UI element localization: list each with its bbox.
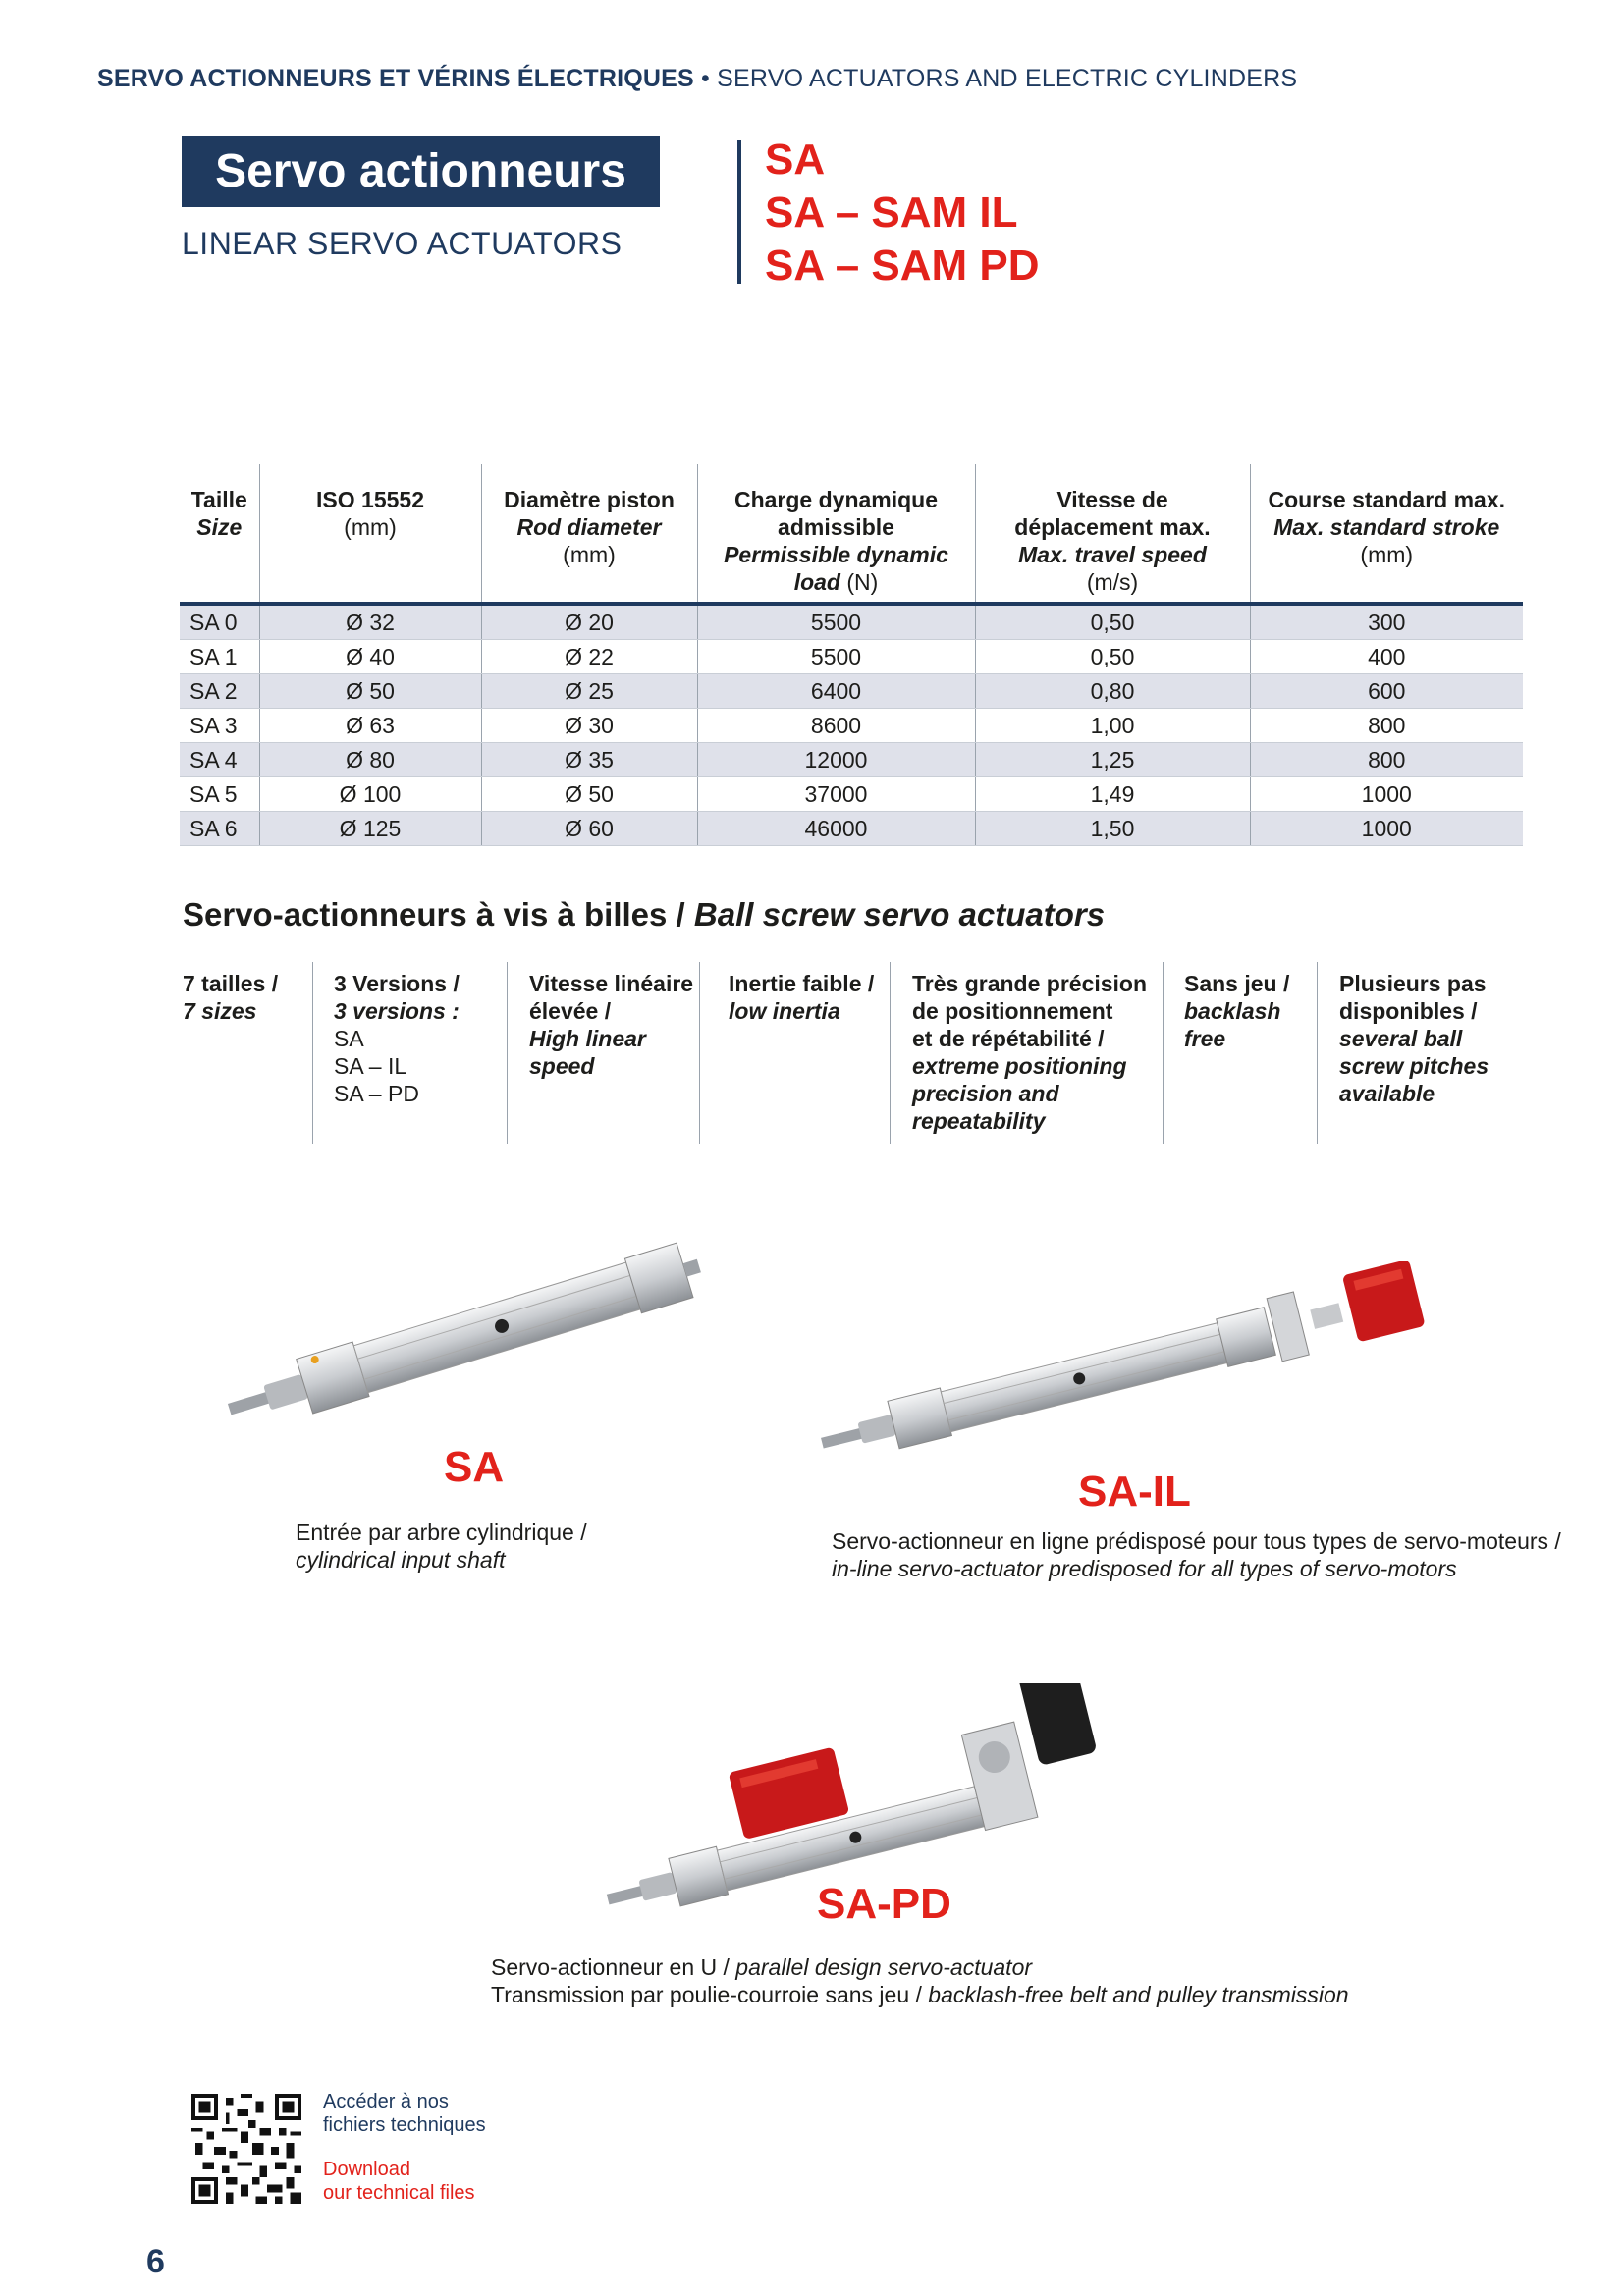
feature-plain: SA [334,1026,364,1051]
sa-pd-actuator-image [584,1683,1134,1909]
sa-actuator-image [196,1232,707,1428]
table-cell: 0,50 [975,604,1250,640]
table-cell: 1,25 [975,743,1250,777]
table-header-cell [481,464,697,604]
feature-item [334,970,506,1144]
table-header-cell [180,464,259,604]
table-cell: Ø 30 [481,709,697,743]
feature-divider [507,962,508,1144]
table-cell: 8600 [697,709,975,743]
table-header-cell [1250,464,1523,604]
table-cell: 1000 [1250,812,1523,846]
table-row [180,604,1523,640]
table-cell: Ø 60 [481,812,697,846]
feature-en: High linear [529,1026,646,1051]
table-cell: SA 1 [180,640,259,674]
table-row [180,640,1523,674]
qr-caption-en-line2: our technical files [323,2182,475,2204]
table-cell: Ø 22 [481,640,697,674]
header-fr: Course standard max. [1268,487,1506,512]
table-cell: 1000 [1250,777,1523,812]
table-cell: Ø 100 [259,777,481,812]
table-cell: SA 5 [180,777,259,812]
table-row [180,812,1523,846]
table-cell: 12000 [697,743,975,777]
qr-code[interactable] [191,2094,301,2204]
table-cell: SA 2 [180,674,259,709]
feature-fr: élevée / [529,998,612,1024]
feature-en: repeatability [912,1108,1046,1134]
table-cell: 800 [1250,743,1523,777]
table-header-row [180,464,1523,604]
table-cell: SA 3 [180,709,259,743]
header-fr: admissible [778,514,894,540]
table-cell: 5500 [697,640,975,674]
feature-en: backlash [1184,998,1281,1024]
feature-item [912,970,1167,1144]
feature-fr: et de répétabilité / [912,1026,1105,1051]
running-header [97,65,1297,93]
sa-il-actuator-image [800,1261,1429,1458]
header-en: Max. travel speed [1018,542,1207,567]
header-fr: déplacement max. [1014,514,1211,540]
header-fr: Charge dynamique [733,487,939,512]
sa-pd-line1-en: parallel design servo-actuator [735,1954,1033,1980]
product-codes [765,133,1040,293]
table-header-cell [259,464,481,604]
table-cell: 400 [1250,640,1523,674]
feature-item [1339,970,1526,1144]
sa-pd-description [491,1953,1349,2008]
header-unit: (mm) [344,514,397,540]
feature-item [183,970,320,1144]
feature-fr: Plusieurs pas [1339,971,1487,996]
table-cell: 6400 [697,674,975,709]
qr-caption-fr-line2: fichiers techniques [323,2114,486,2136]
feature-fr: de positionnement [912,998,1113,1024]
header-fr: Vitesse de [1056,487,1168,512]
table-header-cell [697,464,975,604]
header-unit: (N) [846,569,879,595]
running-header-separator: • [693,65,718,92]
feature-fr: Inertie faible / [729,971,875,996]
sa-label: SA [444,1443,505,1491]
feature-fr: Très grande précision [912,971,1148,996]
table-cell: Ø 125 [259,812,481,846]
table-cell: 600 [1250,674,1523,709]
page-number: 6 [146,2243,165,2280]
feature-en: low inertia [729,998,840,1024]
table-row [180,709,1523,743]
header-en: Permissible dynamic [724,542,948,567]
table-cell: Ø 50 [481,777,697,812]
sa-pd-description-line1 [491,1953,1349,1981]
header-en: Rod diameter [516,514,662,540]
sa-il-label: SA-IL [1078,1468,1191,1516]
table-cell: 800 [1250,709,1523,743]
sa-pd-line1-fr: Servo-actionneur en U / [491,1954,736,1980]
header-en: load [793,569,840,595]
section-heading-fr: Servo-actionneurs à vis à billes / [183,896,694,933]
table-cell: Ø 63 [259,709,481,743]
section-heading [183,896,1105,934]
sa-description [296,1519,587,1574]
feature-en: extreme positioning [912,1053,1127,1079]
qr-caption-fr-line1: Accéder à nos [323,2091,449,2112]
header-unit: (mm) [1360,542,1414,567]
qr-caption-en-line1: Download [323,2159,410,2180]
table-cell: 0,80 [975,674,1250,709]
table-row [180,674,1523,709]
table-row [180,777,1523,812]
product-code: SA [765,135,826,184]
table-cell: SA 0 [180,604,259,640]
table-cell: 0,50 [975,640,1250,674]
title-divider [737,140,741,284]
sa-pd-line2-en: backlash-free belt and pulley transmission [928,1982,1349,2007]
product-code: SA – SAM IL [765,188,1018,237]
table-cell: 1,50 [975,812,1250,846]
feature-fr: Vitesse linéaire [529,971,694,996]
header-unit: (m/s) [1086,569,1139,595]
header-fr: Taille [190,487,247,512]
table-cell: Ø 35 [481,743,697,777]
page-title: Servo actionneurs [182,136,660,207]
table-cell: 5500 [697,604,975,640]
table-header-cell [975,464,1250,604]
table-cell: SA 4 [180,743,259,777]
sa-pd-description-line2 [491,1981,1349,2008]
sa-il-description-en: in-line servo-actuator predisposed for all types of servo-motors [832,1556,1457,1581]
qr-caption-en[interactable] [323,2158,475,2205]
header-en: Max. standard stroke [1273,514,1500,540]
table-row [180,743,1523,777]
feature-plain: SA – IL [334,1053,407,1079]
feature-fr: disponibles / [1339,998,1478,1024]
page-subtitle: LINEAR SERVO ACTUATORS [182,226,623,261]
header-fr: Diamètre piston [504,487,675,512]
spec-table [180,464,1523,846]
table-cell: Ø 20 [481,604,697,640]
table-cell: Ø 50 [259,674,481,709]
table-cell: SA 6 [180,812,259,846]
table-cell: 1,49 [975,777,1250,812]
feature-en: 7 sizes [183,998,257,1024]
feature-plain: SA – PD [334,1081,419,1106]
sa-description-en: cylindrical input shaft [296,1547,506,1573]
product-code: SA – SAM PD [765,241,1040,290]
feature-fr: 7 tailles / [183,971,279,996]
running-header-en: SERVO ACTUATORS AND ELECTRIC CYLINDERS [717,65,1298,92]
feature-en: speed [529,1053,595,1079]
feature-en: free [1184,1026,1226,1051]
feature-item [529,970,716,1144]
feature-item [1184,970,1326,1144]
table-cell: Ø 32 [259,604,481,640]
feature-fr: Sans jeu / [1184,971,1290,996]
feature-en: 3 versions : [334,998,460,1024]
qr-caption-fr[interactable] [323,2090,486,2137]
sa-description-fr: Entrée par arbre cylindrique / [296,1520,587,1545]
header-unit: (mm) [563,542,616,567]
table-cell: 46000 [697,812,975,846]
feature-en: precision and [912,1081,1059,1106]
table-cell: Ø 80 [259,743,481,777]
header-en: Size [196,514,243,540]
running-header-fr: SERVO ACTIONNEURS ET VÉRINS ÉLECTRIQUES [97,65,694,92]
header-fr: ISO 15552 [316,487,424,512]
table-cell: 37000 [697,777,975,812]
table-cell: Ø 25 [481,674,697,709]
sa-pd-label: SA-PD [817,1880,951,1928]
section-heading-en: Ball screw servo actuators [693,896,1106,933]
feature-item [729,970,895,1144]
sa-il-description-fr: Servo-actionneur en ligne prédisposé pour tous types de servo-moteurs / [832,1528,1561,1554]
table-cell: Ø 40 [259,640,481,674]
feature-fr: 3 Versions / [334,971,460,996]
table-cell: 1,00 [975,709,1250,743]
feature-en: several ball [1339,1026,1463,1051]
feature-en: available [1339,1081,1435,1106]
sa-il-description [832,1527,1561,1582]
sa-pd-line2-fr: Transmission par poulie-courroie sans jeu / [491,1982,929,2007]
table-cell: 300 [1250,604,1523,640]
feature-en: screw pitches [1339,1053,1489,1079]
